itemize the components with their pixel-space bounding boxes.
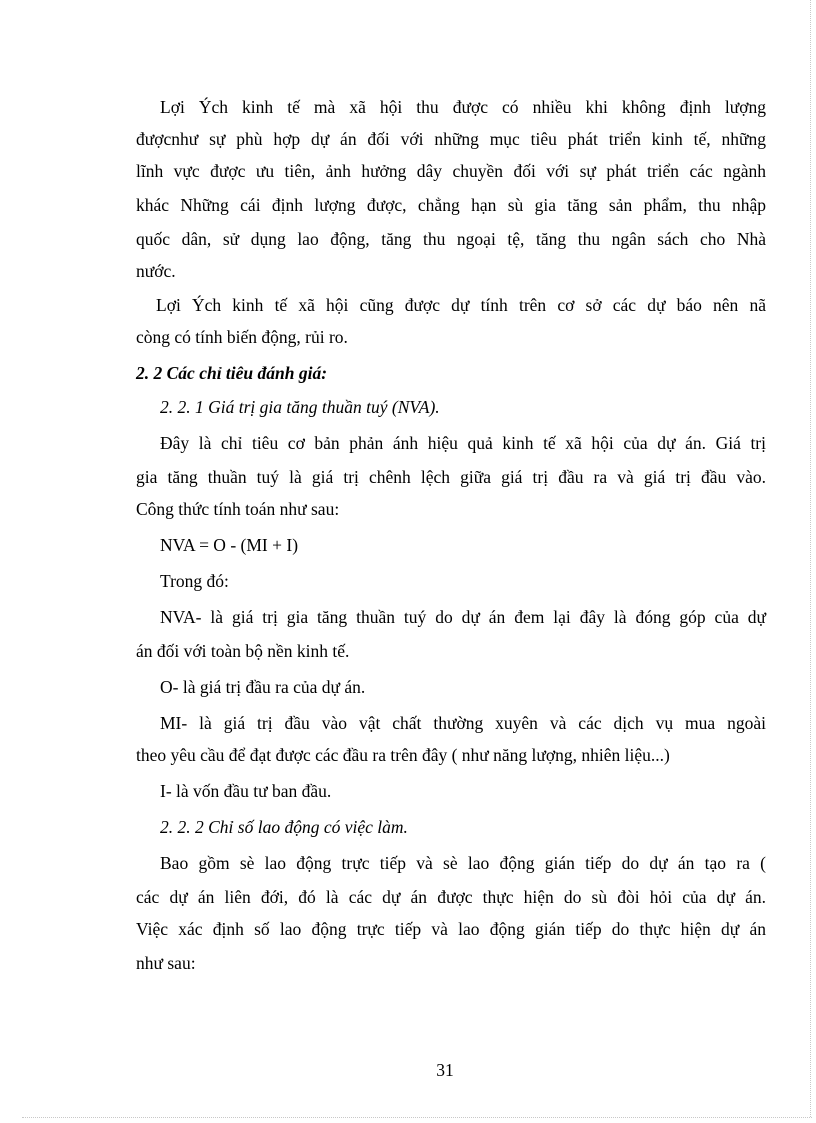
definition-line: O- là giá trị đầu ra của dự án. xyxy=(160,677,366,697)
paragraph-line: Bao gồm sè lao động trực tiếp và sè lao động gián tiếp do dự án tạo ra ( xyxy=(160,853,766,873)
paragraph-line: như sau: xyxy=(136,953,196,973)
paragraph-line: Công thức tính toán như sau: xyxy=(136,499,340,519)
paragraph-line: còng có tính biến động, rủi ro. xyxy=(136,327,348,347)
paragraph-line: Lợi Ých kinh tế xã hội cũng được dự tính trên cơ sở các dự báo nên nã xyxy=(156,295,766,315)
section-heading: 2. 2 Các chỉ tiêu đánh giá: xyxy=(136,363,328,383)
page-right-border xyxy=(810,0,811,1117)
paragraph-line: quốc dân, sử dụng lao động, tăng thu ngoại tệ, tăng thu ngân sách cho Nhà xyxy=(136,229,766,249)
definition-line: NVA- là giá trị gia tăng thuần tuý do dự án đem lại đây là đóng góp của dự xyxy=(160,607,766,627)
definition-line: theo yêu cầu để đạt được các đầu ra trên đây ( như năng lượng, nhiên liệu...) xyxy=(136,745,670,765)
paragraph-line: các dự án liên đới, đó là các dự án được thực hiện do sù đòi hỏi của dự án. xyxy=(136,887,766,907)
page-number: 31 xyxy=(436,1060,454,1080)
subsection-heading: 2. 2. 1 Giá trị gia tăng thuần tuý (NVA). xyxy=(160,397,440,417)
page-bottom-border xyxy=(22,1117,812,1118)
definition-line: án đối với toàn bộ nền kinh tế. xyxy=(136,641,350,661)
paragraph-line: Việc xác định số lao động trực tiếp và lao động gián tiếp do thực hiện dự án xyxy=(136,919,766,939)
definition-line: I- là vốn đầu tư ban đầu. xyxy=(160,781,332,801)
definition-line: MI- là giá trị đầu vào vật chất thường xuyên và các dịch vụ mua ngoài xyxy=(160,713,766,733)
formula: NVA = O - (MI + I) xyxy=(160,535,299,555)
paragraph-line: gia tăng thuần tuý là giá trị chênh lệch giữa giá trị đầu ra và giá trị đầu vào. xyxy=(136,467,766,487)
paragraph-line: Lợi Ých kinh tế mà xã hội thu được có nhiều khi không định lượng xyxy=(160,97,766,117)
paragraph-line: nước. xyxy=(136,261,176,281)
paragraph-line: đượcnhư sự phù hợp dự án đối với những mục tiêu phát triển kinh tế, những xyxy=(136,129,766,149)
where-label: Trong đó: xyxy=(160,571,229,591)
paragraph-line: lĩnh vực được ưu tiên, ảnh hưởng dây chuyền đối với sự phát triển các ngành xyxy=(136,161,766,181)
paragraph-line: Đây là chỉ tiêu cơ bản phản ánh hiệu quả kinh tế xã hội của dự án. Giá trị xyxy=(160,433,766,453)
subsection-heading: 2. 2. 2 Chỉ số lao động có việc làm. xyxy=(160,817,408,837)
paragraph-line: khác Những cái định lượng được, chẳng hạn sù gia tăng sản phẩm, thu nhập xyxy=(136,195,766,215)
